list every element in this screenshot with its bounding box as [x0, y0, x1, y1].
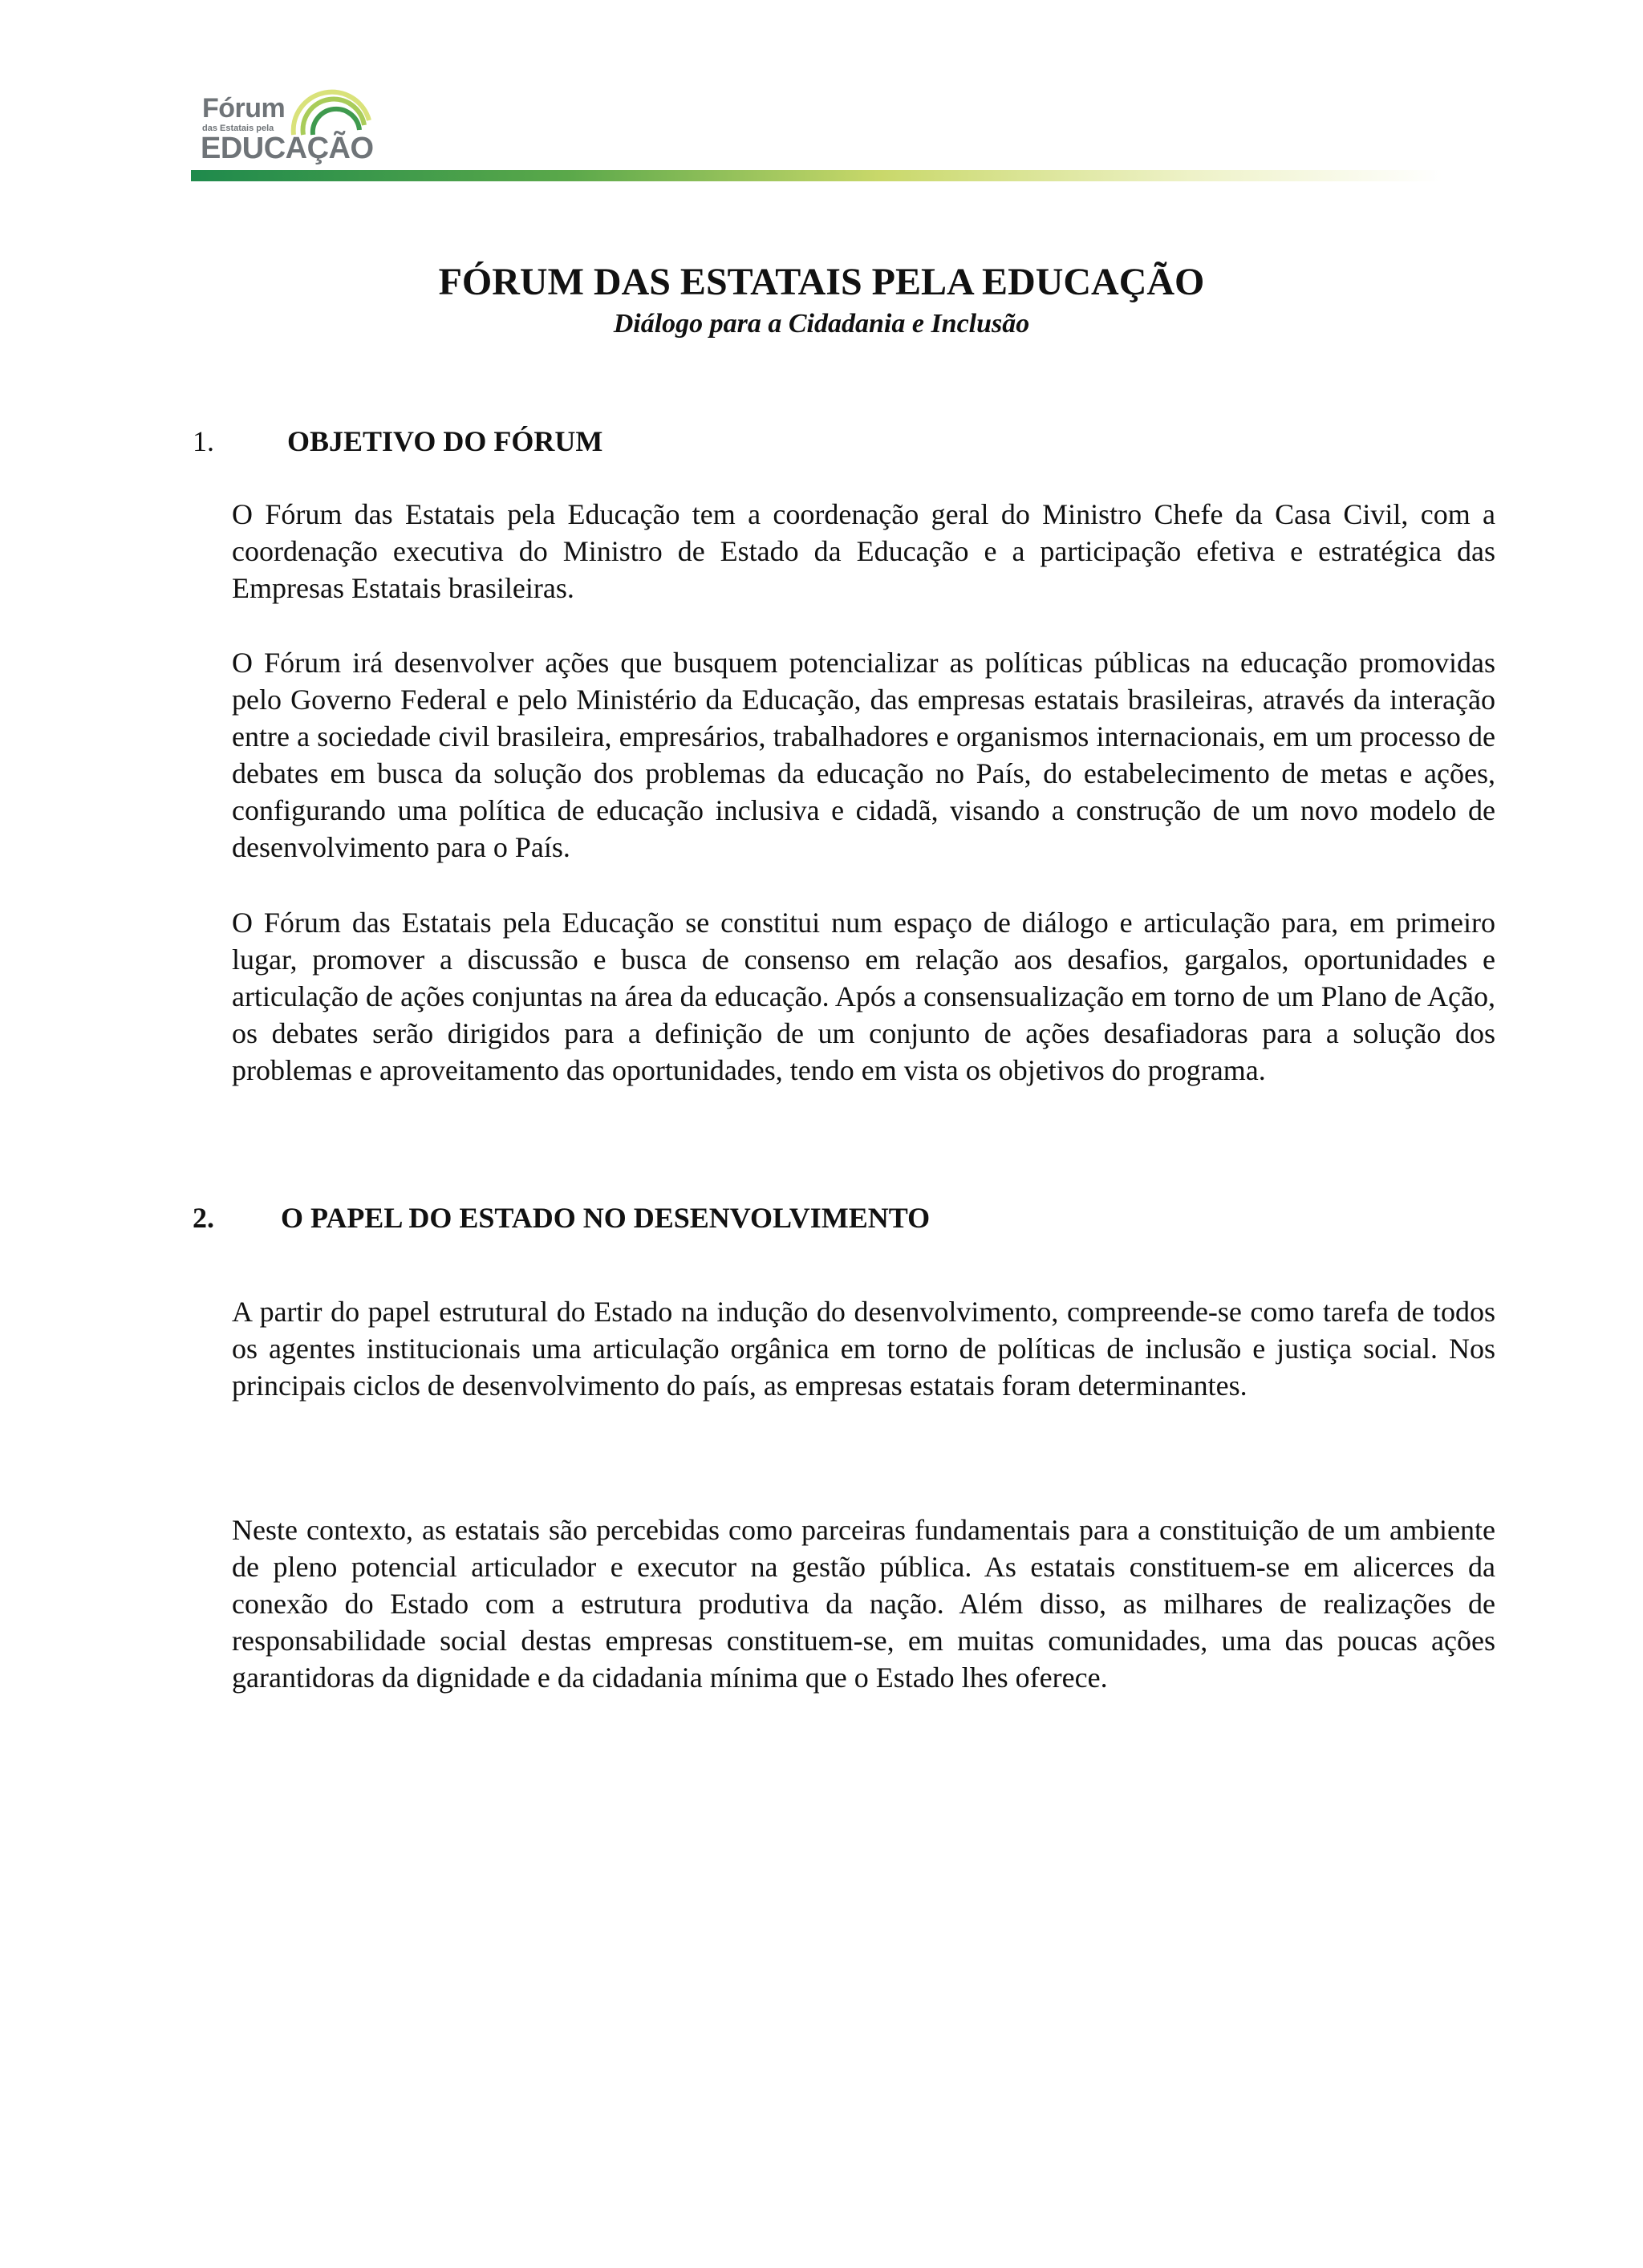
document-title: FÓRUM DAS ESTATAIS PELA EDUCAÇÃO: [438, 261, 1205, 303]
section-1-paragraph-1: O Fórum das Estatais pela Educação tem a coordenação geral do Ministro Chefe da Casa Civil, com a coordenação executiva do Ministro de Estado da Educação e a participação efetiva e estratégica das Empresas Estatais brasileiras.: [232, 498, 1495, 604]
section-1-heading: [193, 424, 602, 459]
section-2-paragraph-1: A partir do papel estrutural do Estado na indução do desenvolvimento, compreende-se como tarefa de todos os agentes institucionais uma articulação orgânica em torno de políticas de inclusão e justiça social. Nos principais ciclos de desenvolvimento do país, as empresas estatais foram determinantes.: [232, 1296, 1495, 1402]
header-divider: [191, 170, 1442, 181]
document-subtitle: Diálogo para a Cidadania e Inclusão: [613, 309, 1030, 339]
section-1-paragraph-3: O Fórum das Estatais pela Educação se constitui num espaço de diálogo e articulação para, em primeiro lugar, promover a discussão e busca de consenso em relação aos desafios, gargalos, oportunidades e articulação de ações conjuntas na área da educação. Após a consensualização em torno de um Plano de Ação, os debates serão dirigidos para a definição de um conjunto de ações desafiadoras para a solução dos problemas e aproveitamento das oportunidades, tendo em vista os objetivos do programa.: [232, 907, 1495, 1086]
section-1-paragraph-2: O Fórum irá desenvolver ações que busquem potencializar as políticas públicas na educação promovidas pelo Governo Federal e pelo Ministério da Educação, das empresas estatais brasileiras, através da interação entre a sociedade civil brasileira, empresários, trabalhadores e organismos internacionais, em um processo de debates em busca da solução dos problemas da educação no País, do estabelecimento de metas e ações, configurando uma política de educação inclusiva e cidadã, visando a construção de um novo modelo de desenvolvimento para o País.: [232, 647, 1495, 863]
logo-arcs-icon: [286, 88, 374, 136]
section-2-paragraph-2: Neste contexto, as estatais são percebidas como parceiras fundamentais para a constituição de um ambiente de pleno potencial articulador e executor na gestão pública. As estatais constituem-se em alicerces da conexão do Estado com a estrutura produtiva da nação. Além disso, as milhares de realizações de responsabilidade social destas empresas constituem-se, em muitas comunidades, uma das poucas ações garantidoras da dignidade e da cidadania mínima que o Estado lhes oferece.: [232, 1514, 1495, 1694]
section-2-number: 2.: [193, 1202, 214, 1234]
title-block: [0, 258, 1643, 342]
logo-text-educacao: EDUCAÇÃO: [201, 132, 374, 165]
section-2-title: O PAPEL DO ESTADO NO DESENVOLVIMENTO: [281, 1202, 931, 1234]
logo-text-forum: Fórum: [202, 93, 286, 124]
section-2-heading: [193, 1200, 930, 1235]
logo-text-sub: das Estatais pela: [202, 124, 274, 133]
section-1-number: 1.: [193, 425, 214, 457]
section-1-title: OBJETIVO DO FÓRUM: [287, 425, 603, 457]
forum-logo: [191, 87, 374, 167]
